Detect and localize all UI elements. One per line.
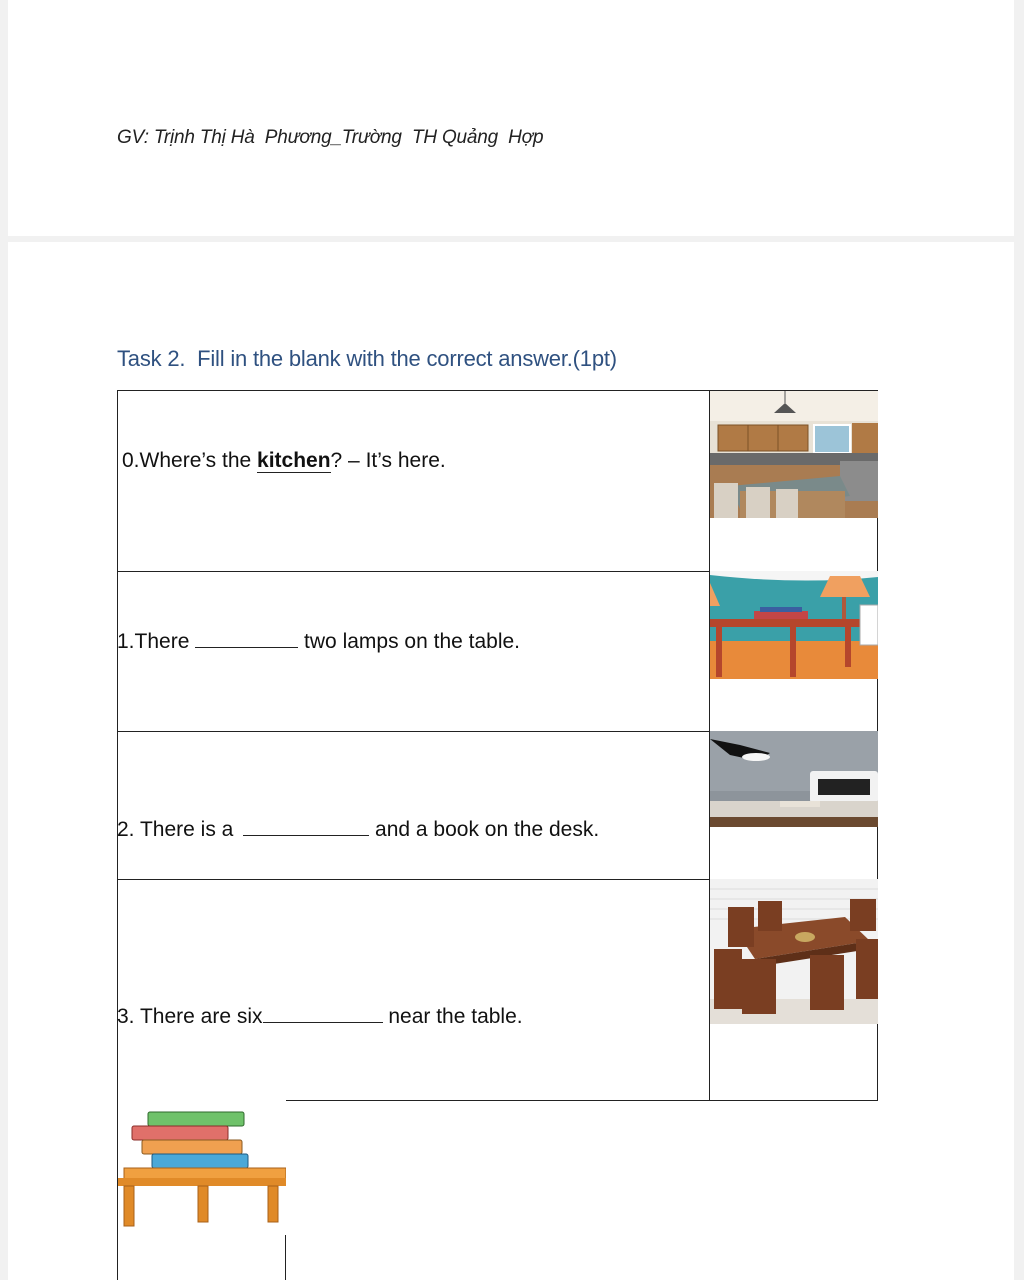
sentence-3-number: 3. [117, 1005, 135, 1028]
kitchen-picture [710, 391, 878, 518]
sentence-0 [122, 449, 446, 473]
answer-blank-3[interactable] [263, 1004, 383, 1023]
sentence-3 [117, 1004, 523, 1029]
sentence-0-after: ? – It’s here. [330, 449, 446, 472]
sentence-3-after: near the table. [382, 1005, 523, 1028]
teacher-name: GV: Trịnh Thị Hà Phương_Trường TH Quảng Hợp [117, 127, 544, 148]
sentence-2 [117, 817, 599, 842]
desk-lamp-picture [710, 731, 878, 827]
task-title: Task 2. Fill in the blank with the correct answer.(1pt) [117, 346, 617, 371]
sentence-2-number: 2. [117, 818, 135, 841]
sentence-0-answer: kitchen [257, 449, 331, 472]
sentence-1 [117, 629, 520, 654]
page-header-area [8, 0, 1014, 236]
answer-blank-1[interactable] [195, 629, 298, 648]
dining-chairs-picture [710, 879, 878, 1024]
sentence-1-before: There [134, 630, 196, 653]
lamps-table-picture [710, 571, 878, 679]
sentence-1-after: two lamps on the table. [298, 630, 521, 653]
books-on-table-picture [118, 1100, 286, 1235]
sentence-1-number: 1. [117, 630, 135, 653]
sentence-2-after: and a book on the desk. [369, 818, 600, 841]
sentence-2-before: There is a [134, 818, 240, 841]
answer-blank-2[interactable] [243, 817, 369, 836]
sentence-0-before: Where’s the [139, 449, 258, 472]
sentence-3-before: There are six [134, 1005, 263, 1028]
sentence-0-number: 0. [122, 449, 140, 472]
